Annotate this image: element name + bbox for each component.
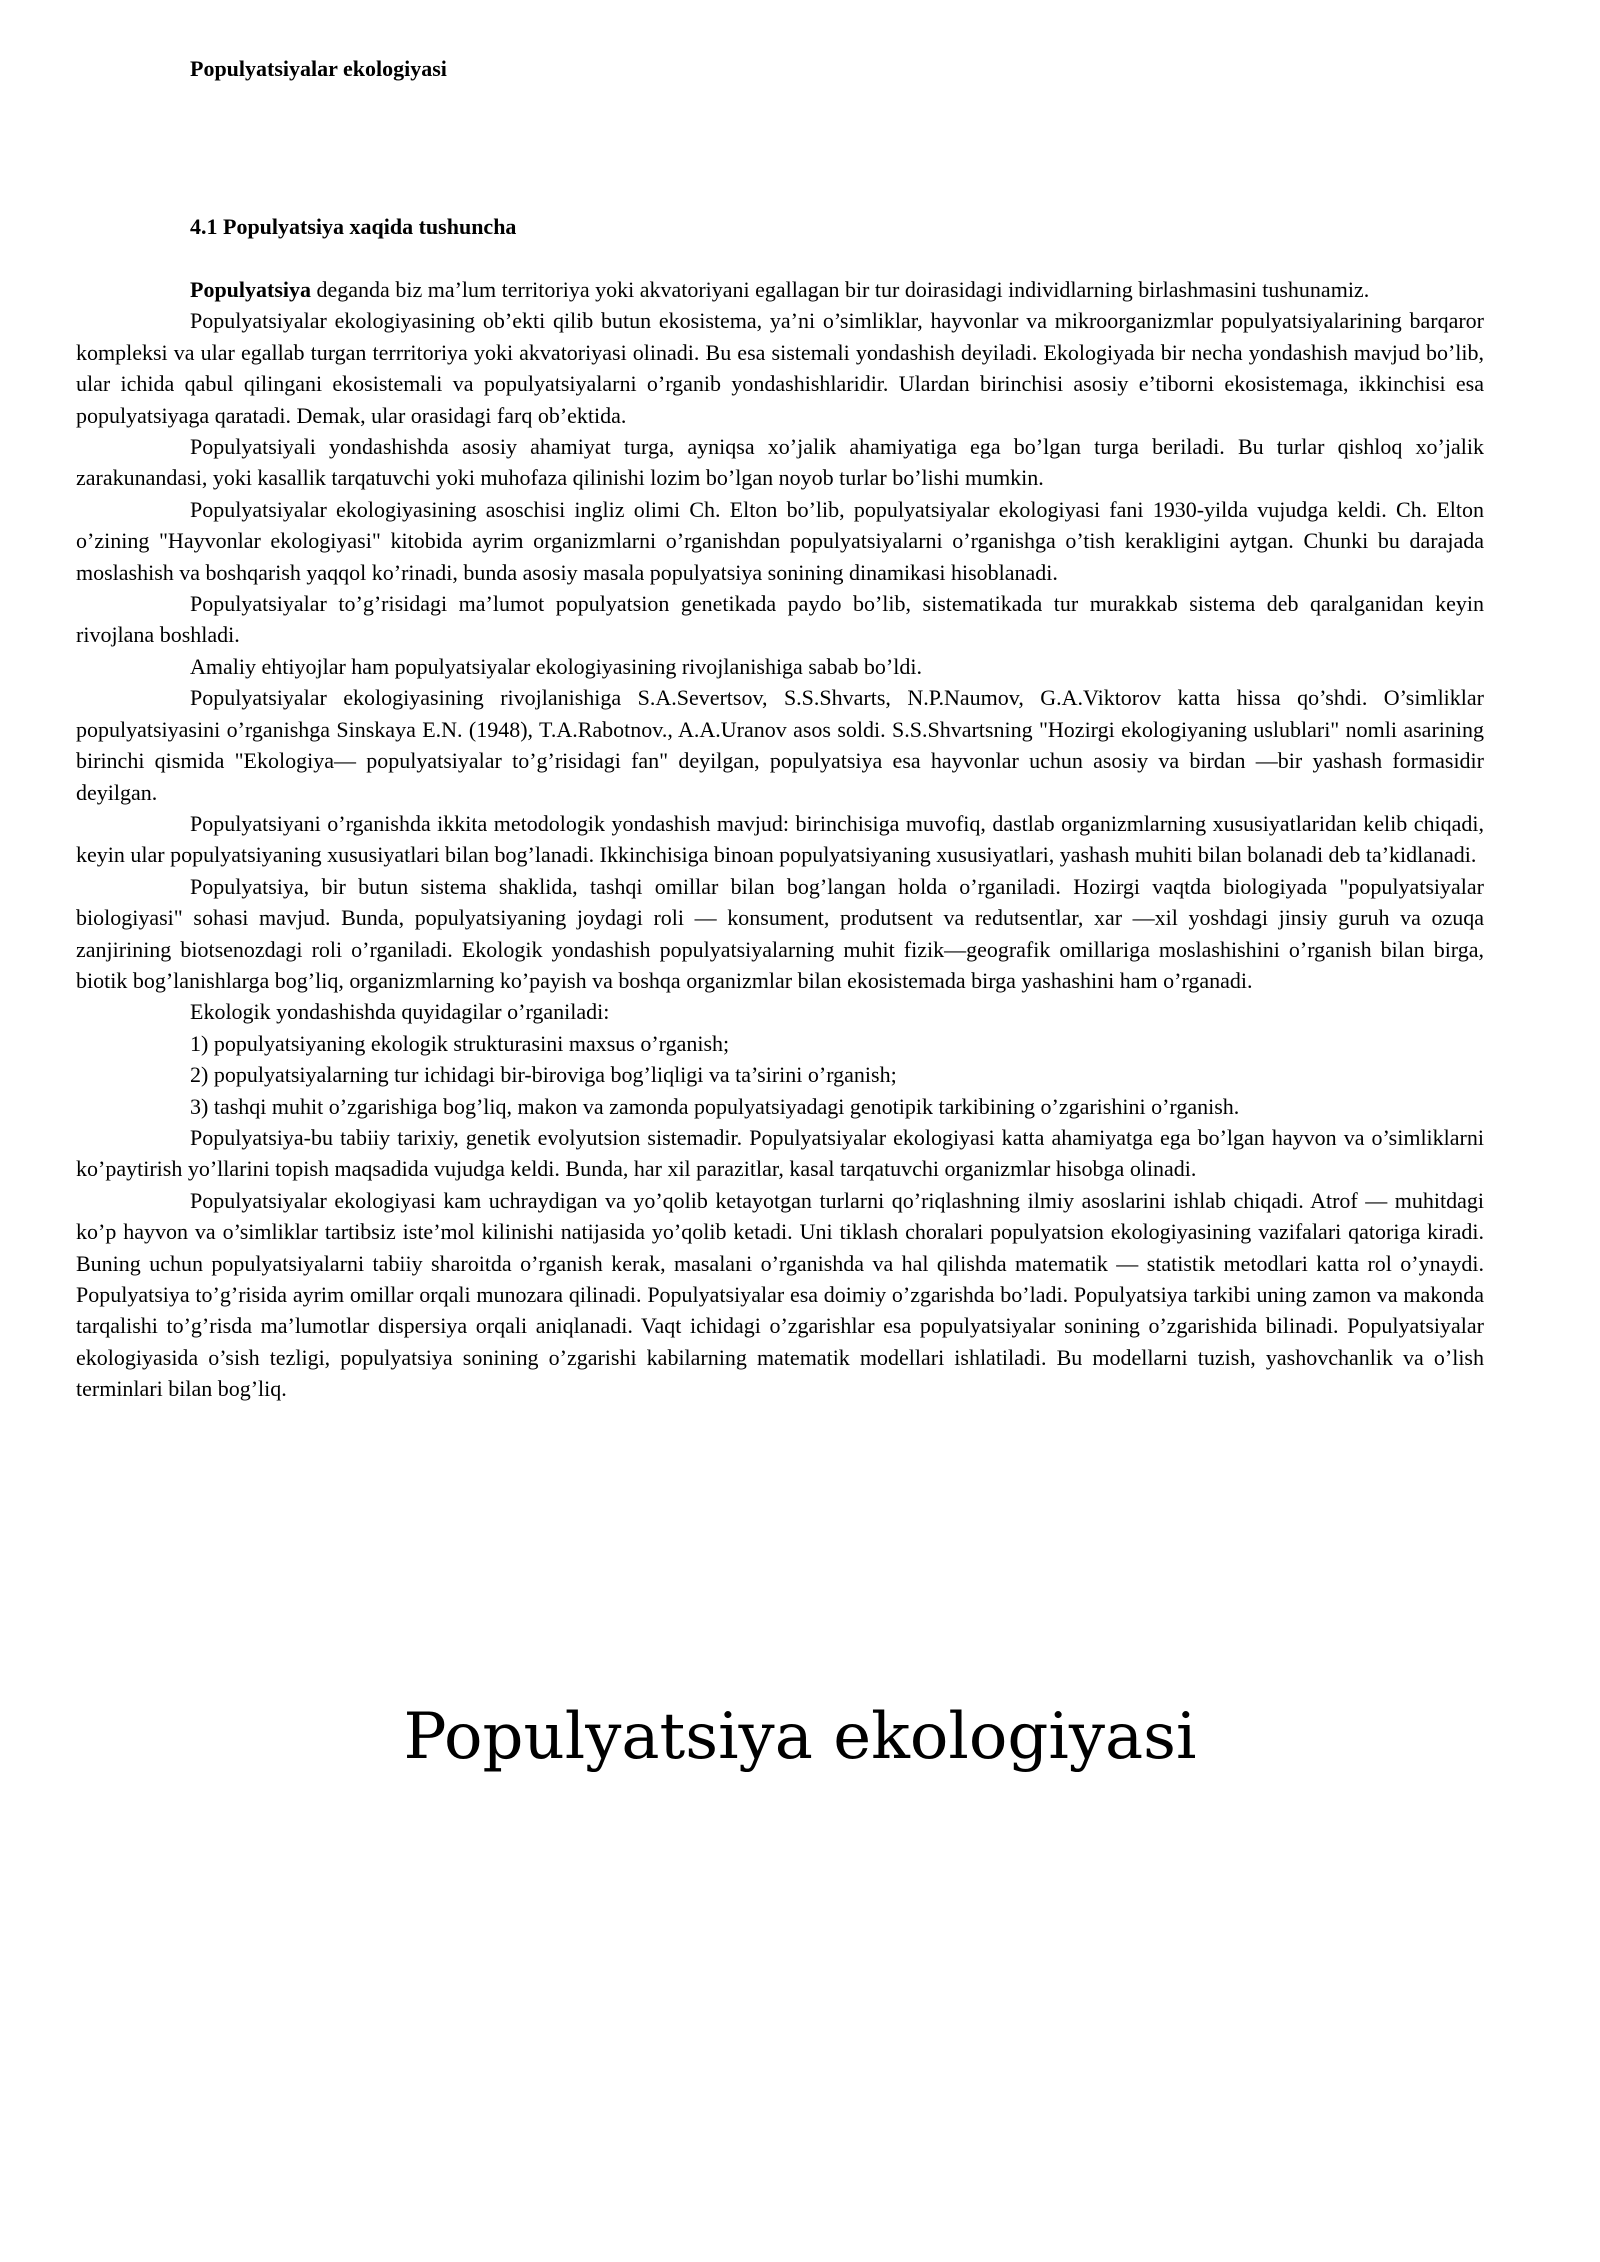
list-item: 2) populyatsiyalarning tur ichidagi bir-biroviga bog’liqligi va ta’sirini o’rganish; <box>190 1062 897 1088</box>
list-item: 3) tashqi muhit o’zgarishiga bog’liq, makon va zamonda populyatsiyadagi genotipik tarkibining o’zgarishini o’rganish. <box>190 1093 1240 1119</box>
term-bold: Populyatsiya <box>190 277 312 302</box>
paragraph: Populyatsiyalar ekologiyasi kam uchraydigan va yo’qolib ketayotgan turlarni qo’riqlashning ilmiy asoslarini ishlab chiqadi. Atrof — muhitdagi ko’p hayvon va o’simliklar tartibsiz iste’mol kilinishi natijasida yo’qolib ketadi. Uni tiklash choralari populyatsion ekologiyasining vazifalari qatoriga kiradi. Buning uchun populyatsiyalarni tabiiy sharoitda o’rganish kerak, masalani o’rganishda va hal qilishda matematik — statistik metodlari katta rol o’ynaydi. Populyatsiya to’g’risida ayrim omillar orqali munozara qilinadi. Populyatsiyalar esa doimiy o’zgarishda bo’ladi. Populyatsiya tarkibi uning zamon va makonda tarqalishi to’g’risda ma’lumotlar dispersiya orqali aniqlanadi. Vaqt ichidagi o’zgarishlar esa populyatsiyalar sonining o’zgarishida bilinadi. Populyatsiyalar ekologiyasida o’sish tezligi, populyatsiya sonining o’zgarishi kabilarning matematik modellari ishlatiladi. Bu modellarni tuzish, yashovchanlik va o’lish terminlari bilan bog’liq. <box>76 1187 1484 1402</box>
paragraph <box>76 274 1484 305</box>
list-item: 1) populyatsiyaning ekologik strukturasini maxsus o’rganish; <box>190 1030 730 1056</box>
document-header: Populyatsiyalar ekologiyasi <box>190 56 447 81</box>
section-heading: 4.1 Populyatsiya xaqida tushuncha <box>190 214 517 239</box>
paragraph: Populyatsiya-bu tabiiy tarixiy, genetik evolyutsion sistemadir. Populyatsiyalar ekologiyasi katta ahamiyatga ega bo’lgan hayvon va o’simliklarni ko’paytirish yo’llarini topish maqsadida vujudga keldi. Bunda, har xil parazitlar, kasal tarqatuvchi organizmlar hisobga olinadi. <box>76 1124 1484 1182</box>
paragraph: Populyatsiya, bir butun sistema shaklida, tashqi omillar bilan bog’langan holda o’rganiladi. Hozirgi vaqtda biologiyada "populyatsiyalar biologiyasi" sohasi mavjud. Bunda, populyatsiyaning joydagi roli — konsument, produtsent va redutsentlar, xar —xil yoshdagi jinsiy guruh va ozuqa zanjirining biotsenozdagi roli o’rganiladi. Ekologik yondashish populyatsiyalarning muhit fizik—geografik omillariga moslashishini o’rganish bilan birga, biotik bog’lanishlarga bog’liq, organizmlarning ko’payish va boshqa organizmlar bilan ekosistemada birga yashashini ham o’rganadi. <box>76 873 1484 993</box>
paragraph: Populyatsiyani o’rganishda ikkita metodologik yondashish mavjud: birinchisiga muvofiq, dastlab organizmlarning xususiyatlaridan kelib chiqadi, keyin ular populyatsiyaning xususiyatlari bilan bog’lanadi. Ikkinchisiga binoan populyatsiyaning xususiyatlari, yashash muhiti bilan bolanadi deb ta’kidlanadi. <box>76 810 1484 868</box>
paragraph-text: deganda biz ma’lum territoriya yoki akvatoriyani egallagan bir tur doirasidagi individlarning birlashmasini tushunamiz. <box>311 277 1370 302</box>
paragraph: Populyatsiyalar ekologiyasining ob’ekti qilib butun ekosistema, ya’ni o’simliklar, hayvonlar va mikroorganizmlar populyatsiyalarining barqaror kompleksi va ular egallab turgan terrritoriya yoki akvatoriyasi olinadi. Bu esa sistemali yondashish deyiladi. Ekologiyada bir necha yondashish mavjud bo’lib, ular ichida qabul qilingani ekosistemali va populyatsiyalarni o’rganib yondashishlaridir. Ulardan birinchisi asosiy e’tiborni ekosistemaga, ikkinchisi esa populyatsiyaga qaratadi. Demak, ular orasidagi farq ob’ektida. <box>76 308 1484 428</box>
paragraph: Populyatsiyalar to’g’risidagi ma’lumot populyatsion genetikada paydo bo’lib, sistematikada tur murakkab sistema deb qaralganidan keyin rivojlana boshladi. <box>76 591 1484 648</box>
paragraph: Populyatsiyalar ekologiyasining asoschisi ingliz olimi Ch. Elton bo’lib, populyatsiyalar ekologiyasi fani 1930-yilda vujudga keldi. Ch. Elton o’zining "Hayvonlar ekologiyasi" kitobida ayrim organizmlarni o’rganishdan populyatsiyalarni o’rganishga o’tish kerakligini aytgan. Chunki bu darajada moslashish va boshqarish yaqqol ko’rinadi, bunda asosiy masala populyatsiya sonining dinamikasi hisoblanadi. <box>76 496 1484 585</box>
paragraph: Populyatsiyali yondashishda asosiy ahamiyat turga, ayniqsa xo’jalik ahamiyatiga ega bo’lgan turga beriladi. Bu turlar qishloq xo’jalik zarakunandasi, yoki kasallik tarqatuvchi yoki muhofaza qilinishi lozim bo’lgan noyob turlar bo’lishi mumkin. <box>76 434 1484 491</box>
large-title: Populyatsiya ekologiyasi <box>403 1700 1197 1774</box>
paragraph: Amaliy ehtiyojlar ham populyatsiyalar ekologiyasining rivojlanishiga sabab bo’ldi. <box>190 653 922 679</box>
paragraph: Populyatsiyalar ekologiyasining rivojlanishiga S.A.Severtsov, S.S.Shvarts, N.P.Naumov, G.A.Viktorov katta hissa qo’shdi. O’simliklar populyatsiyasini o’rganishga Sinskaya E.N. (1948), T.A.Rabotnov., A.A.Uranov asos soldi. S.S.Shvartsning "Hozirgi ekologiyaning uslublari" nomli asarining birinchi qismida "Ekologiya— populyatsiyalar to’g’risidagi fan" deyilgan, populyatsiya esa hayvonlar uchun asosiy va birdan —bir yashash formasidir deyilgan. <box>76 685 1484 805</box>
body-text <box>76 274 1484 1405</box>
paragraph: Ekologik yondashishda quyidagilar o’rganiladi: <box>190 999 610 1025</box>
